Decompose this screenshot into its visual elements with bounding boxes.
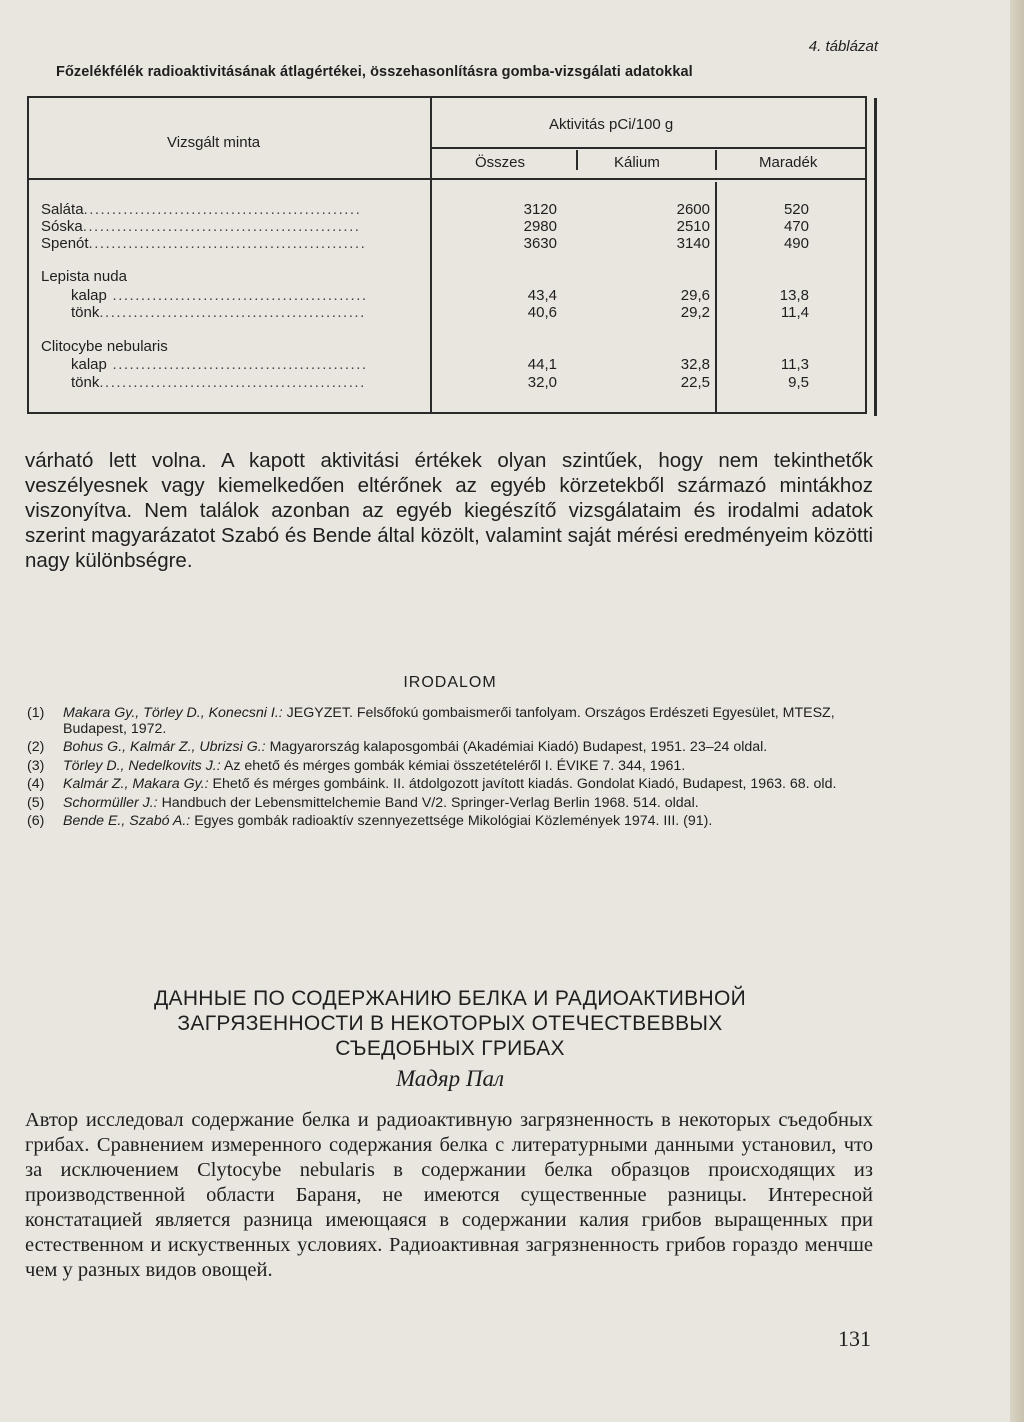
reference-text: Az ehető és mérges gombák kémiai összetételéről I. ÉVIKE 7. 344, 1961. bbox=[223, 757, 686, 774]
reference-authors: Bohus G., Kalmár Z., Ubrizsi G.: bbox=[63, 739, 266, 755]
cell-osszes: 2980 bbox=[523, 218, 557, 235]
cell-maradek: 470 bbox=[783, 218, 809, 235]
page-edge bbox=[1010, 0, 1024, 1422]
references-heading: IRODALOM bbox=[403, 674, 497, 691]
reference-text: Magyarország kalaposgombái (Akadémiai Kiadó) Budapest, 1951. 23–24 oldal. bbox=[269, 739, 768, 755]
cell-osszes: 44,1 bbox=[527, 356, 557, 373]
row-label: tönk............................................... bbox=[71, 374, 366, 391]
cell-kalium: 3140 bbox=[676, 235, 710, 252]
header-col-maradek: Maradék bbox=[759, 154, 818, 171]
cell-kalium: 2510 bbox=[676, 218, 710, 235]
reference-number: (3) bbox=[27, 757, 45, 774]
table-border-shadow bbox=[874, 98, 877, 416]
group-title: Lepista nuda bbox=[41, 268, 127, 285]
cell-kalium: 2600 bbox=[676, 201, 710, 218]
reference-authors: Törley D., Nedelkovits J.: bbox=[63, 757, 221, 774]
cell-maradek: 11,3 bbox=[780, 356, 809, 373]
reference-authors: Schormüller J.: bbox=[63, 794, 158, 811]
cell-maradek: 520 bbox=[783, 201, 809, 218]
cell-maradek: 11,4 bbox=[780, 304, 809, 321]
row-label: Saláta................................................. bbox=[41, 201, 362, 218]
row-label: kalap ............................................. bbox=[71, 287, 368, 304]
table-number: 4. táblázat bbox=[808, 38, 878, 55]
cell-kalium: 22,5 bbox=[680, 374, 710, 391]
reference-number: (2) bbox=[27, 739, 45, 755]
reference-text: JEGYZET. Felsőfokú gombaismerői tanfolyam. Országos Erdészeti Egyesület, MTESZ, Budapest, 1972. bbox=[63, 705, 835, 737]
reference-item bbox=[27, 740, 873, 756]
reference-text: Egyes gombák radioaktív szennyezettsége Mikológiai Közlemények 1974. III. (91). bbox=[194, 813, 713, 829]
russian-title-line: СЪЕДОБНЫХ ГРИБАХ bbox=[335, 1037, 565, 1060]
reference-item bbox=[27, 777, 873, 793]
reference-number: (4) bbox=[27, 776, 45, 792]
russian-abstract: Автор исследовал содержание белка и радиоактивную загрязненность в некоторых съедобных грибах. Сравнением измеренного содержания белка с литературными данными установил, что за исключением Clytocybe nebularis в содержании белка образцов происходящих из производственной области Бараня, не имеются существенные разницы. Интересной констатацией является разница имеющаяся в содержании калия грибов выращенных при естественном и искуственных условиях. Радиоактивная загрязненность грибов гораздо менчше чем у разных видов овощей. bbox=[25, 1109, 873, 1281]
col-divider-3-header bbox=[715, 150, 717, 170]
reference-number: (5) bbox=[27, 794, 45, 811]
data-table bbox=[27, 96, 867, 414]
russian-title-line: ДАННЫЕ ПО СОДЕРЖАНИЮ БЕЛКА И РАДИОАКТИВНОЙ bbox=[154, 987, 746, 1010]
body-paragraph bbox=[25, 448, 873, 573]
cell-kalium: 29,6 bbox=[680, 287, 710, 304]
reference-list bbox=[27, 706, 873, 833]
russian-title bbox=[0, 986, 900, 1061]
reference-authors: Bende E., Szabó A.: bbox=[63, 813, 191, 829]
table-row bbox=[29, 304, 865, 323]
row-label: Spenót................................................. bbox=[41, 235, 367, 252]
cell-maradek: 9,5 bbox=[788, 374, 809, 391]
table-row bbox=[29, 374, 865, 393]
row-label: tönk............................................... bbox=[71, 304, 366, 321]
table-row bbox=[29, 235, 865, 254]
header-activity: Aktivitás pCi/100 g bbox=[549, 116, 674, 133]
reference-text: Handbuch der Lebensmittelchemie Band V/2. Springer-Verlag Berlin 1968. 514. oldal. bbox=[161, 794, 699, 811]
cell-osszes: 3630 bbox=[523, 235, 557, 252]
row-label: kalap ............................................. bbox=[71, 356, 368, 373]
col-divider-2-header bbox=[576, 150, 578, 170]
reference-authors: Kalmár Z., Makara Gy.: bbox=[63, 776, 209, 792]
group-title: Clitocybe nebularis bbox=[41, 338, 168, 355]
cell-osszes: 40,6 bbox=[527, 304, 557, 321]
reference-text: Ehető és mérges gombáink. II. átdolgozott javított kiadás. Gondolat Kiadó, Budapest, 1963. 68. old. bbox=[212, 776, 837, 792]
reference-authors: Makara Gy., Törley D., Konecsni I.: bbox=[63, 705, 283, 721]
reference-item bbox=[27, 814, 873, 830]
reference-item bbox=[27, 796, 873, 812]
body-paragraph-text: várható lett volna. A kapott aktivitási értékek olyan szintűek, hogy nem tekinthetők veszélyesnek vagy kiemelkedően eltérőnek az egyéb körzetekből származó mintákhoz viszonyítva. Nem találok azonban az egyéb kiegészítő vizsgálataim és irodalmi adatok szerint magyarázatot Szabó és Bende által közölt, valamint saját mérési eredményeim közötti nagy különbségre. bbox=[25, 449, 873, 572]
cell-kalium: 32,8 bbox=[680, 356, 710, 373]
reference-item bbox=[27, 706, 873, 737]
russian-title-line: ЗАГРЯЗЕННОСТИ В НЕКОТОРЫХ ОТЕЧЕСТВЕВВЫХ bbox=[177, 1012, 723, 1035]
reference-number: (1) bbox=[27, 705, 45, 721]
header-rule bbox=[29, 178, 865, 180]
cell-osszes: 3120 bbox=[523, 201, 557, 218]
reference-number: (6) bbox=[27, 813, 45, 829]
table-title: Főzelékfélék radioaktivitásának átlagértékei, összehasonlításra gomba-vizsgálati adatokkal bbox=[56, 64, 693, 80]
page-number: 131 bbox=[838, 1326, 871, 1351]
reference-item bbox=[27, 759, 873, 775]
cell-maradek: 13,8 bbox=[779, 287, 809, 304]
cell-maradek: 490 bbox=[783, 235, 809, 252]
russian-author: Мадяр Пал bbox=[395, 1066, 505, 1091]
row-label: Sóska................................................. bbox=[41, 218, 361, 235]
cell-osszes: 32,0 bbox=[527, 374, 557, 391]
header-col-kalium: Kálium bbox=[614, 154, 660, 171]
cell-osszes: 43,4 bbox=[527, 287, 557, 304]
header-sample: Vizsgált minta bbox=[167, 134, 261, 151]
header-col-osszes: Összes bbox=[475, 154, 526, 171]
cell-kalium: 29,2 bbox=[680, 304, 710, 321]
table-row bbox=[29, 356, 865, 375]
header-subrule bbox=[431, 147, 865, 149]
